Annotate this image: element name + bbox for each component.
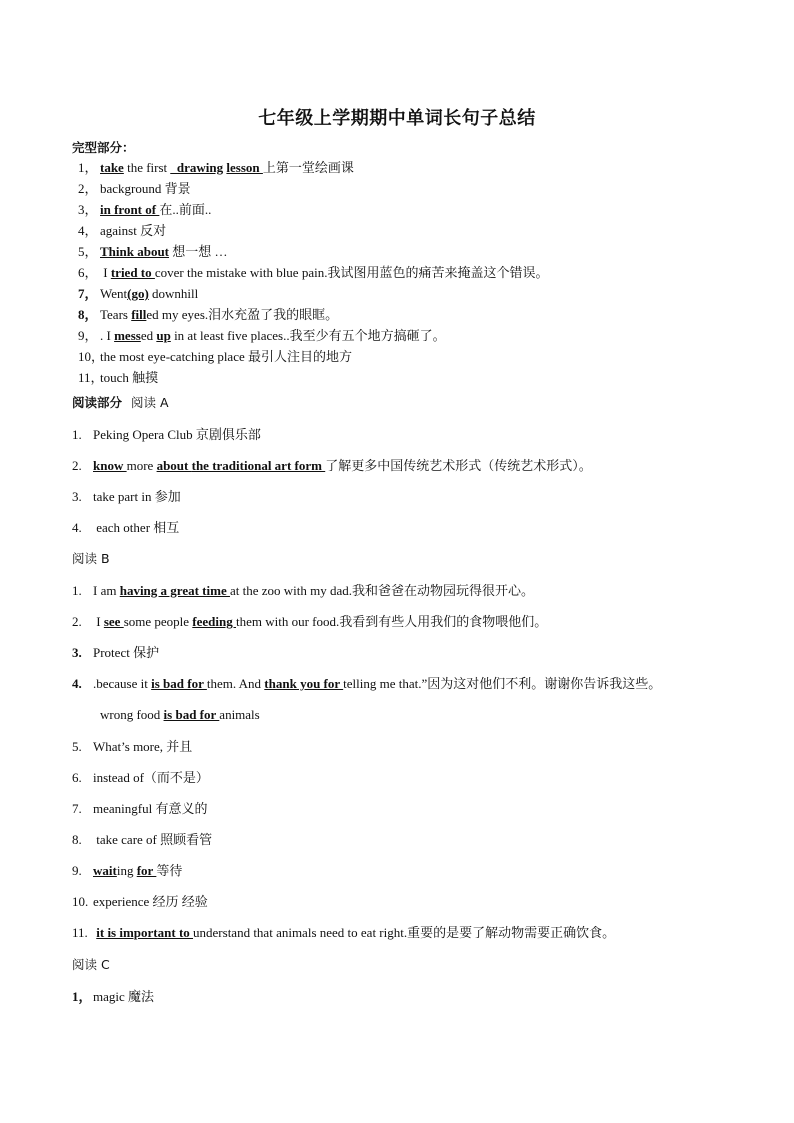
item-number: 11. [72,925,88,940]
item-number: 8. [72,832,82,847]
plain-text: Protect 保护 [93,645,160,660]
list-item [72,614,547,630]
underlined-phrase: wait [93,863,117,878]
plain-text: . I [100,328,115,343]
item-text [100,265,548,280]
plain-text: experience 经历 经验 [93,894,208,909]
subheading-reading-c: 阅读 C [72,957,110,972]
item-text [100,349,352,364]
list-item [78,370,158,386]
list-item [72,739,192,755]
plain-text: touch 触摸 [100,370,159,385]
list-item [78,160,354,176]
item-number: 11， [78,370,104,385]
item-text [93,863,182,878]
item-number: 8， [78,307,98,322]
item-number: 9. [72,863,82,878]
plain-text: telling me that.”因为这对他们不利。谢谢你告诉我这些。 [343,676,662,691]
plain-text: I [100,265,111,280]
list-item [78,349,352,365]
underlined-phrase: (go) [127,286,149,301]
item-text [93,832,212,847]
list-item [72,427,261,443]
list-item [72,583,534,599]
plain-text: Went [100,286,128,301]
item-text [100,370,158,385]
plain-text: I [93,614,104,629]
plain-text: more [126,458,157,473]
list-item [72,676,661,692]
item-number: 2. [72,458,82,473]
item-number: 10. [72,894,89,909]
list-item [72,801,207,817]
item-number: 4， [78,223,98,238]
plain-text: What’s more, 并且 [93,739,193,754]
plain-text: 想一想 … [169,244,228,259]
plain-text: Tears [100,307,132,322]
plain-text: them. And [206,676,265,691]
plain-text: them with our food.我看到有些人用我们的食物喂他们。 [236,614,548,629]
list-item [78,328,446,344]
item-text [93,458,592,473]
list-item [78,265,548,281]
item-number: 3， [78,202,98,217]
item-number: 4. [72,520,82,535]
plain-text: 了解更多中国传统艺术形式（传统艺术形式）。 [325,458,592,473]
list-item [72,707,260,723]
item-number: 1， [78,160,98,175]
underlined-phrase: it is important to [96,925,194,940]
plain-text: instead of（而不是） [93,770,209,785]
item-text [93,520,179,535]
item-text [100,160,354,175]
item-number: 9， [78,328,98,343]
section-heading-cloze: 完型部分： [72,140,135,155]
underlined-phrase: thank you for [264,676,344,691]
underlined-phrase: know [93,458,127,473]
item-text [93,583,534,598]
list-item [78,307,338,323]
underlined-phrase: take [100,160,124,175]
plain-text: ed my eyes.泪水充盈了我的眼眶。 [146,307,339,322]
plain-text: meaningful 有意义的 [93,801,208,816]
item-number: 2. [72,614,82,629]
underlined-phrase: about [156,458,192,473]
item-number: 10， [78,349,105,364]
underlined-phrase: is bad for [163,707,220,722]
list-item [78,244,228,260]
plain-text: downhill [148,286,199,301]
item-text [93,894,208,909]
item-text [93,925,615,940]
item-text [100,181,191,196]
list-item [72,489,181,505]
list-item [78,202,211,218]
plain-text: background 背景 [100,181,191,196]
page-title: 七年级上学期期中单词长句子总结 [258,108,536,129]
item-text [93,801,207,816]
item-number: 2， [78,181,98,196]
item-number: 3. [72,645,82,660]
plain-text: some people [123,614,193,629]
underlined-phrase: in front of [100,202,160,217]
item-text [93,739,192,754]
underlined-phrase: tried to [110,265,155,280]
underlined-phrase: fill [131,307,147,322]
plain-text: 在..前面.. [159,202,212,217]
plain-text: magic 魔法 [93,989,155,1004]
item-number: 1. [72,427,82,442]
underlined-phrase: for [136,863,157,878]
item-text [93,427,261,442]
item-text [100,307,338,322]
underlined-phrase: Think about [100,244,170,259]
item-number: 5， [78,244,98,259]
list-item [72,832,212,848]
reading-heading-row [72,395,169,411]
list-item [72,645,159,661]
plain-text: at the zoo with my dad.我和爸爸在动物园玩得很开心。 [229,583,534,598]
underlined-phrase: having a great time [119,583,230,598]
item-text [100,244,228,259]
underlined-phrase: is bad for [151,676,207,691]
item-number: 6， [78,265,98,280]
plain-text: take part in 参加 [93,489,181,504]
item-text [93,645,159,660]
list-item [72,863,182,879]
list-item [72,770,209,786]
plain-text: .because it [93,676,152,691]
plain-text: 上第一堂绘画课 [262,160,354,175]
section-heading-reading: 阅读部分 [72,395,123,410]
subheading-reading-b: 阅读 B [72,551,110,566]
list-item [72,925,615,941]
list-item [72,989,154,1005]
plain-text: the most eye-catching place 最引人注目的地方 [100,349,352,364]
plain-text: in at least five places..我至少有五个地方搞砸了。 [170,328,446,343]
plain-text: against 反对 [100,223,167,238]
list-item [72,894,208,910]
underlined-phrase: see [103,614,124,629]
plain-text: I am [93,583,120,598]
subheading-reading-a: 阅读 A [131,395,169,410]
item-number: 1， [72,989,92,1004]
item-number: 5. [72,739,82,754]
underlined-phrase: _drawing [170,160,224,175]
item-text [93,989,154,1004]
item-text [93,770,209,785]
item-text [93,676,661,691]
underlined-phrase: up [156,328,171,343]
item-text [93,489,181,504]
list-item [72,458,592,474]
item-text [93,614,547,629]
plain-text: wrong food [100,707,164,722]
item-text [100,328,446,343]
list-item [78,223,166,239]
plain-text: take care of 照顾看管 [93,832,213,847]
plain-text: ed [140,328,157,343]
item-text [100,202,211,217]
item-text [100,223,166,238]
plain-text: ing [116,863,137,878]
item-number: 7. [72,801,82,816]
plain-text: each other 相互 [93,520,180,535]
underlined-phrase: feeding [192,614,236,629]
item-number: 3. [72,489,82,504]
item-number: 4. [72,676,82,691]
underlined-phrase: mess [114,328,141,343]
list-item [78,181,191,197]
plain-text: cover the mistake with blue pain.我试图用蓝色的痛苦来掩盖这个错误。 [154,265,549,280]
list-item [78,286,198,302]
item-number: 6. [72,770,82,785]
plain-text: 等待 [156,863,183,878]
list-item [72,520,179,536]
item-text [100,707,260,722]
underlined-phrase: lesson [226,160,263,175]
item-text [100,286,198,301]
plain-text: Peking Opera Club 京剧俱乐部 [93,427,261,442]
item-number: 7， [78,286,98,301]
plain-text: the first [123,160,171,175]
plain-text: understand that animals need to eat right.重要的是要了解动物需要正确饮食。 [193,925,616,940]
plain-text: animals [219,707,260,722]
underlined-phrase: the traditional art form [191,458,326,473]
item-number: 1. [72,583,82,598]
